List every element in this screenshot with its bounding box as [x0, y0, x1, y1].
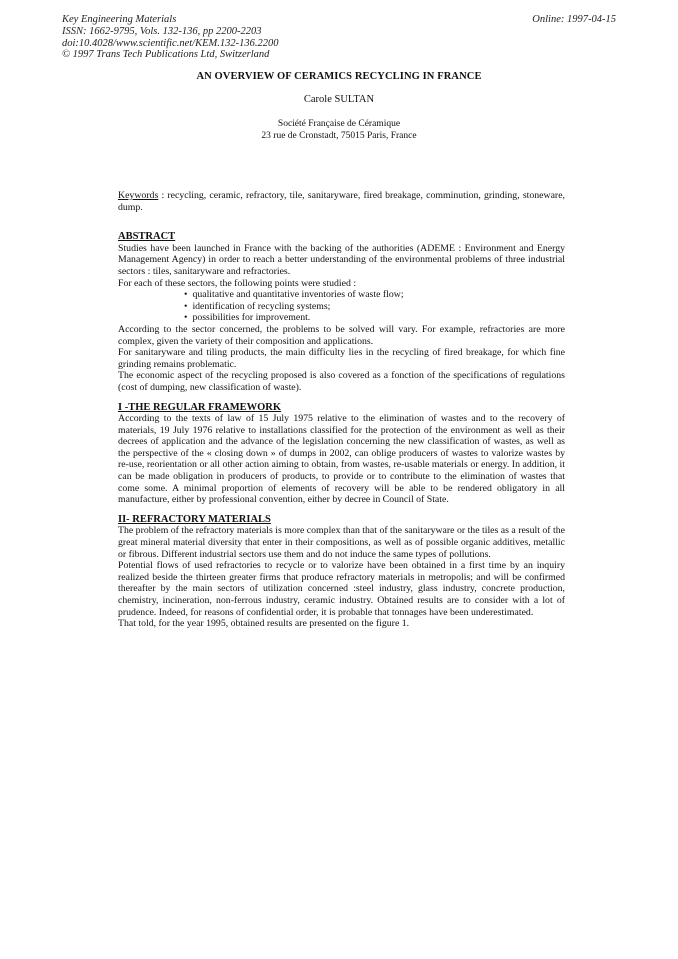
journal-header [62, 14, 616, 61]
abstract-paragraph: For sanitaryware and tiling products, the main difficulty lies in the recycling of fired breakage, for which fine grinding remains problematic. [118, 347, 565, 370]
abstract-heading: ABSTRACT [118, 231, 176, 243]
issn-line: ISSN: 1662-9795, Vols. 132-136, pp 2200-2203 [62, 25, 262, 37]
affiliation [0, 118, 678, 142]
online-date: Online: 1997-04-15 [532, 14, 616, 25]
abstract-paragraph: For each of these sectors, the following points were studied : [118, 277, 357, 289]
affiliation-address: 23 rue de Cronstadt, 75015 Paris, France [261, 131, 417, 141]
author-name: Carole SULTAN [303, 94, 375, 105]
abstract-paragraph: Studies have been launched in France with the backing of the authorities (ADEME : Environment and Energy Management Agency) in order to reach a better understanding of the environmental problems of three industrial sectors : tiles, sanitaryware and refractories. [118, 242, 565, 277]
section-paragraph: That told, for the year 1995, obtained results are presented on the figure 1. [118, 618, 410, 630]
copyright-line: © 1997 Trans Tech Publications Ltd, Switzerland [62, 49, 270, 61]
journal-name: Key Engineering Materials [62, 14, 177, 25]
keywords-label: Keywords [118, 190, 159, 201]
doi-line: doi:10.4028/www.scientific.net/KEM.132-136.2200 [62, 37, 279, 49]
bullet-item: • possibilities for improvement. [184, 312, 565, 324]
section-heading-refractory-materials: II- REFRACTORY MATERIALS [118, 513, 271, 525]
keywords [118, 190, 565, 213]
section-paragraph: The problem of the refractory materials is more complex than that of the sanitaryware or the tiles as a result of the great mineral material diversity that enter in their compositions, as well as of possible organic additives, metallic or fibrous. Different industrial sectors use them and do not induce the same types of pollutions. [118, 525, 565, 560]
paper-title: AN OVERVIEW OF CERAMICS RECYCLING IN FRANCE [196, 71, 482, 82]
bullet-item: • qualitative and quantitative inventories of waste flow; [184, 289, 565, 301]
keywords-text: : recycling, ceramic, refractory, tile, sanitaryware, fired breakage, comminution, grinding, stoneware, dump. [118, 190, 565, 213]
section-heading-regular-framework: I -THE REGULAR FRAMEWORK [118, 401, 282, 413]
abstract-paragraph: According to the sector concerned, the problems to be solved will vary. For example, refractories are more complex, given the variety of their composition and applications. [118, 323, 565, 347]
section-paragraph: Potential flows of used refractories to recycle or to valorize have been obtained in a first time by an inquiry realized beside the thirteen greater firms that produce refractory materials in metropolis; and will be confirmed thereafter by the main sectors of utilization concerned :steel industry, glass industry, concrete production, chemistry, incineration, non-ferrous industry, ceramic industry. Obtained results are to consider with a lot of prudence. Indeed, for reasons of confidential order, it is probable that tonnages have been underestimated. [118, 560, 565, 618]
abstract-paragraph: The economic aspect of the recycling proposed is also covered as a fonction of the specifications of regulations (cost of dumping, new classification of waste). [118, 370, 565, 393]
paper-body [118, 190, 565, 630]
abstract-bullet-list [118, 289, 565, 324]
affiliation-org: Société Française de Céramique [277, 119, 401, 129]
section-paragraph: According to the texts of law of 15 July 1975 relative to the elimination of wastes and to the recovery of materials, 19 July 1976 relative to installations classified for the protection of the environment as well as their decrees of application and the advance of the legislation concerning the new classification of wastes, as well as the perspective of the « closing down » of dumps in 2002, can oblige producers of wastes to valorize wastes by re-use, reorientation or all other action aiming to obtain, from wastes, re-usable materials or energy. In addition, it can be made obligation in producers of products, to provide or to contribute to the elimination of wastes that come some. A minimal proportion of elements of recovery will be able to be rendered obligatory in all manufacture, either by professional convention, either by decree in Council of State. [118, 413, 565, 506]
bullet-item: • identification of recycling systems; [184, 301, 565, 313]
